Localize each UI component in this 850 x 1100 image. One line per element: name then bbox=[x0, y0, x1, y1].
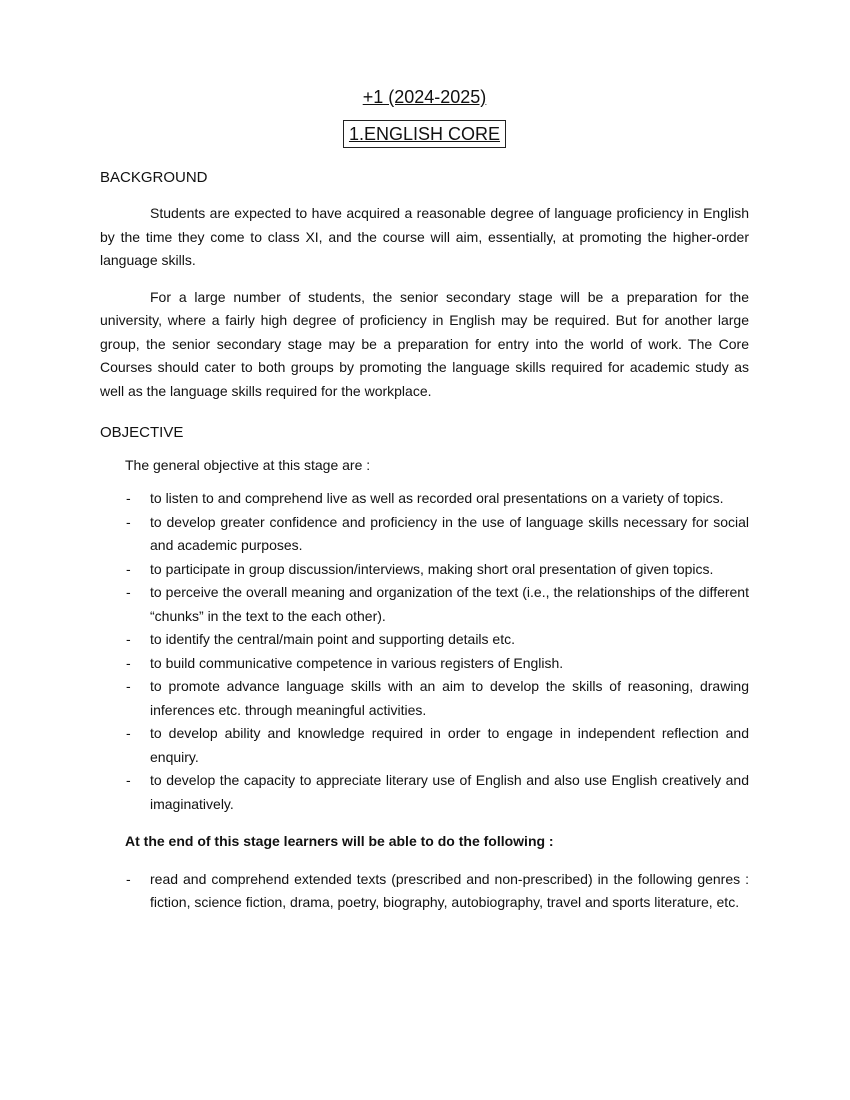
bullet-dash: - bbox=[126, 870, 131, 887]
bullet-dash: - bbox=[126, 584, 131, 600]
outcomes-heading: At the end of this stage learners will be able to do the following : bbox=[125, 833, 554, 849]
list-item bbox=[100, 769, 749, 816]
academic-year: +1 (2024-2025) bbox=[362, 87, 487, 107]
list-item-text: to participate in group discussion/interviews, making short oral presentation of given topics. bbox=[150, 560, 714, 577]
list-item bbox=[100, 511, 749, 558]
bullet-dash: - bbox=[126, 654, 131, 671]
list-item bbox=[100, 558, 749, 582]
list-item-text: to promote advance language skills with an aim to develop the skills of reasoning, drawing inferences etc. through meaningful activities. bbox=[150, 678, 749, 718]
subject-title: 1.ENGLISH CORE bbox=[343, 120, 506, 148]
bullet-dash: - bbox=[126, 631, 131, 647]
list-item-text: to develop ability and knowledge required in order to engage in independent reflection and enquiry. bbox=[150, 725, 749, 765]
bullet-dash: - bbox=[126, 678, 131, 694]
list-item-text: to identify the central/main point and supporting details etc. bbox=[150, 631, 515, 647]
list-item-text: read and comprehend extended texts (prescribed and non-prescribed) in the following genres : fiction, science fiction, drama, poetry, biography, autobiography, travel and sports literature, etc. bbox=[150, 870, 749, 910]
list-item bbox=[100, 487, 749, 511]
objective-intro: The general objective at this stage are : bbox=[125, 457, 371, 473]
list-item bbox=[100, 722, 749, 769]
background-paragraph: For a large number of students, the senior secondary stage will be a preparation for the university, where a fairly high degree of proficiency in English may be required. But for another large group, the senior secondary stage may be a preparation for entry into the world of work. The Core Courses should cater to both groups by promoting the language skills required for academic study as well as the language skills required for the workplace. bbox=[100, 288, 749, 399]
list-item-text: to develop the capacity to appreciate literary use of English and also use English creatively and imaginatively. bbox=[150, 772, 749, 812]
list-item bbox=[100, 628, 749, 652]
list-item-text: to develop greater confidence and proficiency in the use of language skills necessary for social and academic purposes. bbox=[150, 513, 749, 553]
list-item-text: to build communicative competence in various registers of English. bbox=[150, 654, 564, 671]
objective-heading: OBJECTIVE bbox=[100, 424, 184, 441]
objective-list bbox=[100, 487, 749, 816]
outcomes-list bbox=[100, 868, 749, 915]
list-item bbox=[100, 675, 749, 722]
background-paragraph: Students are expected to have acquired a reasonable degree of language proficiency in English by the time they come to class XI, and the course will aim, essentially, at promoting the higher-order language skills. bbox=[100, 205, 749, 268]
bullet-dash: - bbox=[126, 490, 131, 506]
bullet-dash: - bbox=[126, 772, 131, 788]
list-item-text: to perceive the overall meaning and organization of the text (i.e., the relationships of the different “chunks” in the text to the each other). bbox=[150, 584, 749, 624]
bullet-dash: - bbox=[126, 560, 131, 577]
list-item bbox=[100, 652, 749, 676]
background-heading: BACKGROUND bbox=[100, 169, 208, 186]
list-item bbox=[100, 868, 749, 915]
bullet-dash: - bbox=[126, 725, 131, 741]
document-page bbox=[100, 84, 749, 929]
list-item-text: to listen to and comprehend live as well as recorded oral presentations on a variety of topics. bbox=[150, 490, 724, 506]
list-item bbox=[100, 581, 749, 628]
bullet-dash: - bbox=[126, 513, 131, 530]
